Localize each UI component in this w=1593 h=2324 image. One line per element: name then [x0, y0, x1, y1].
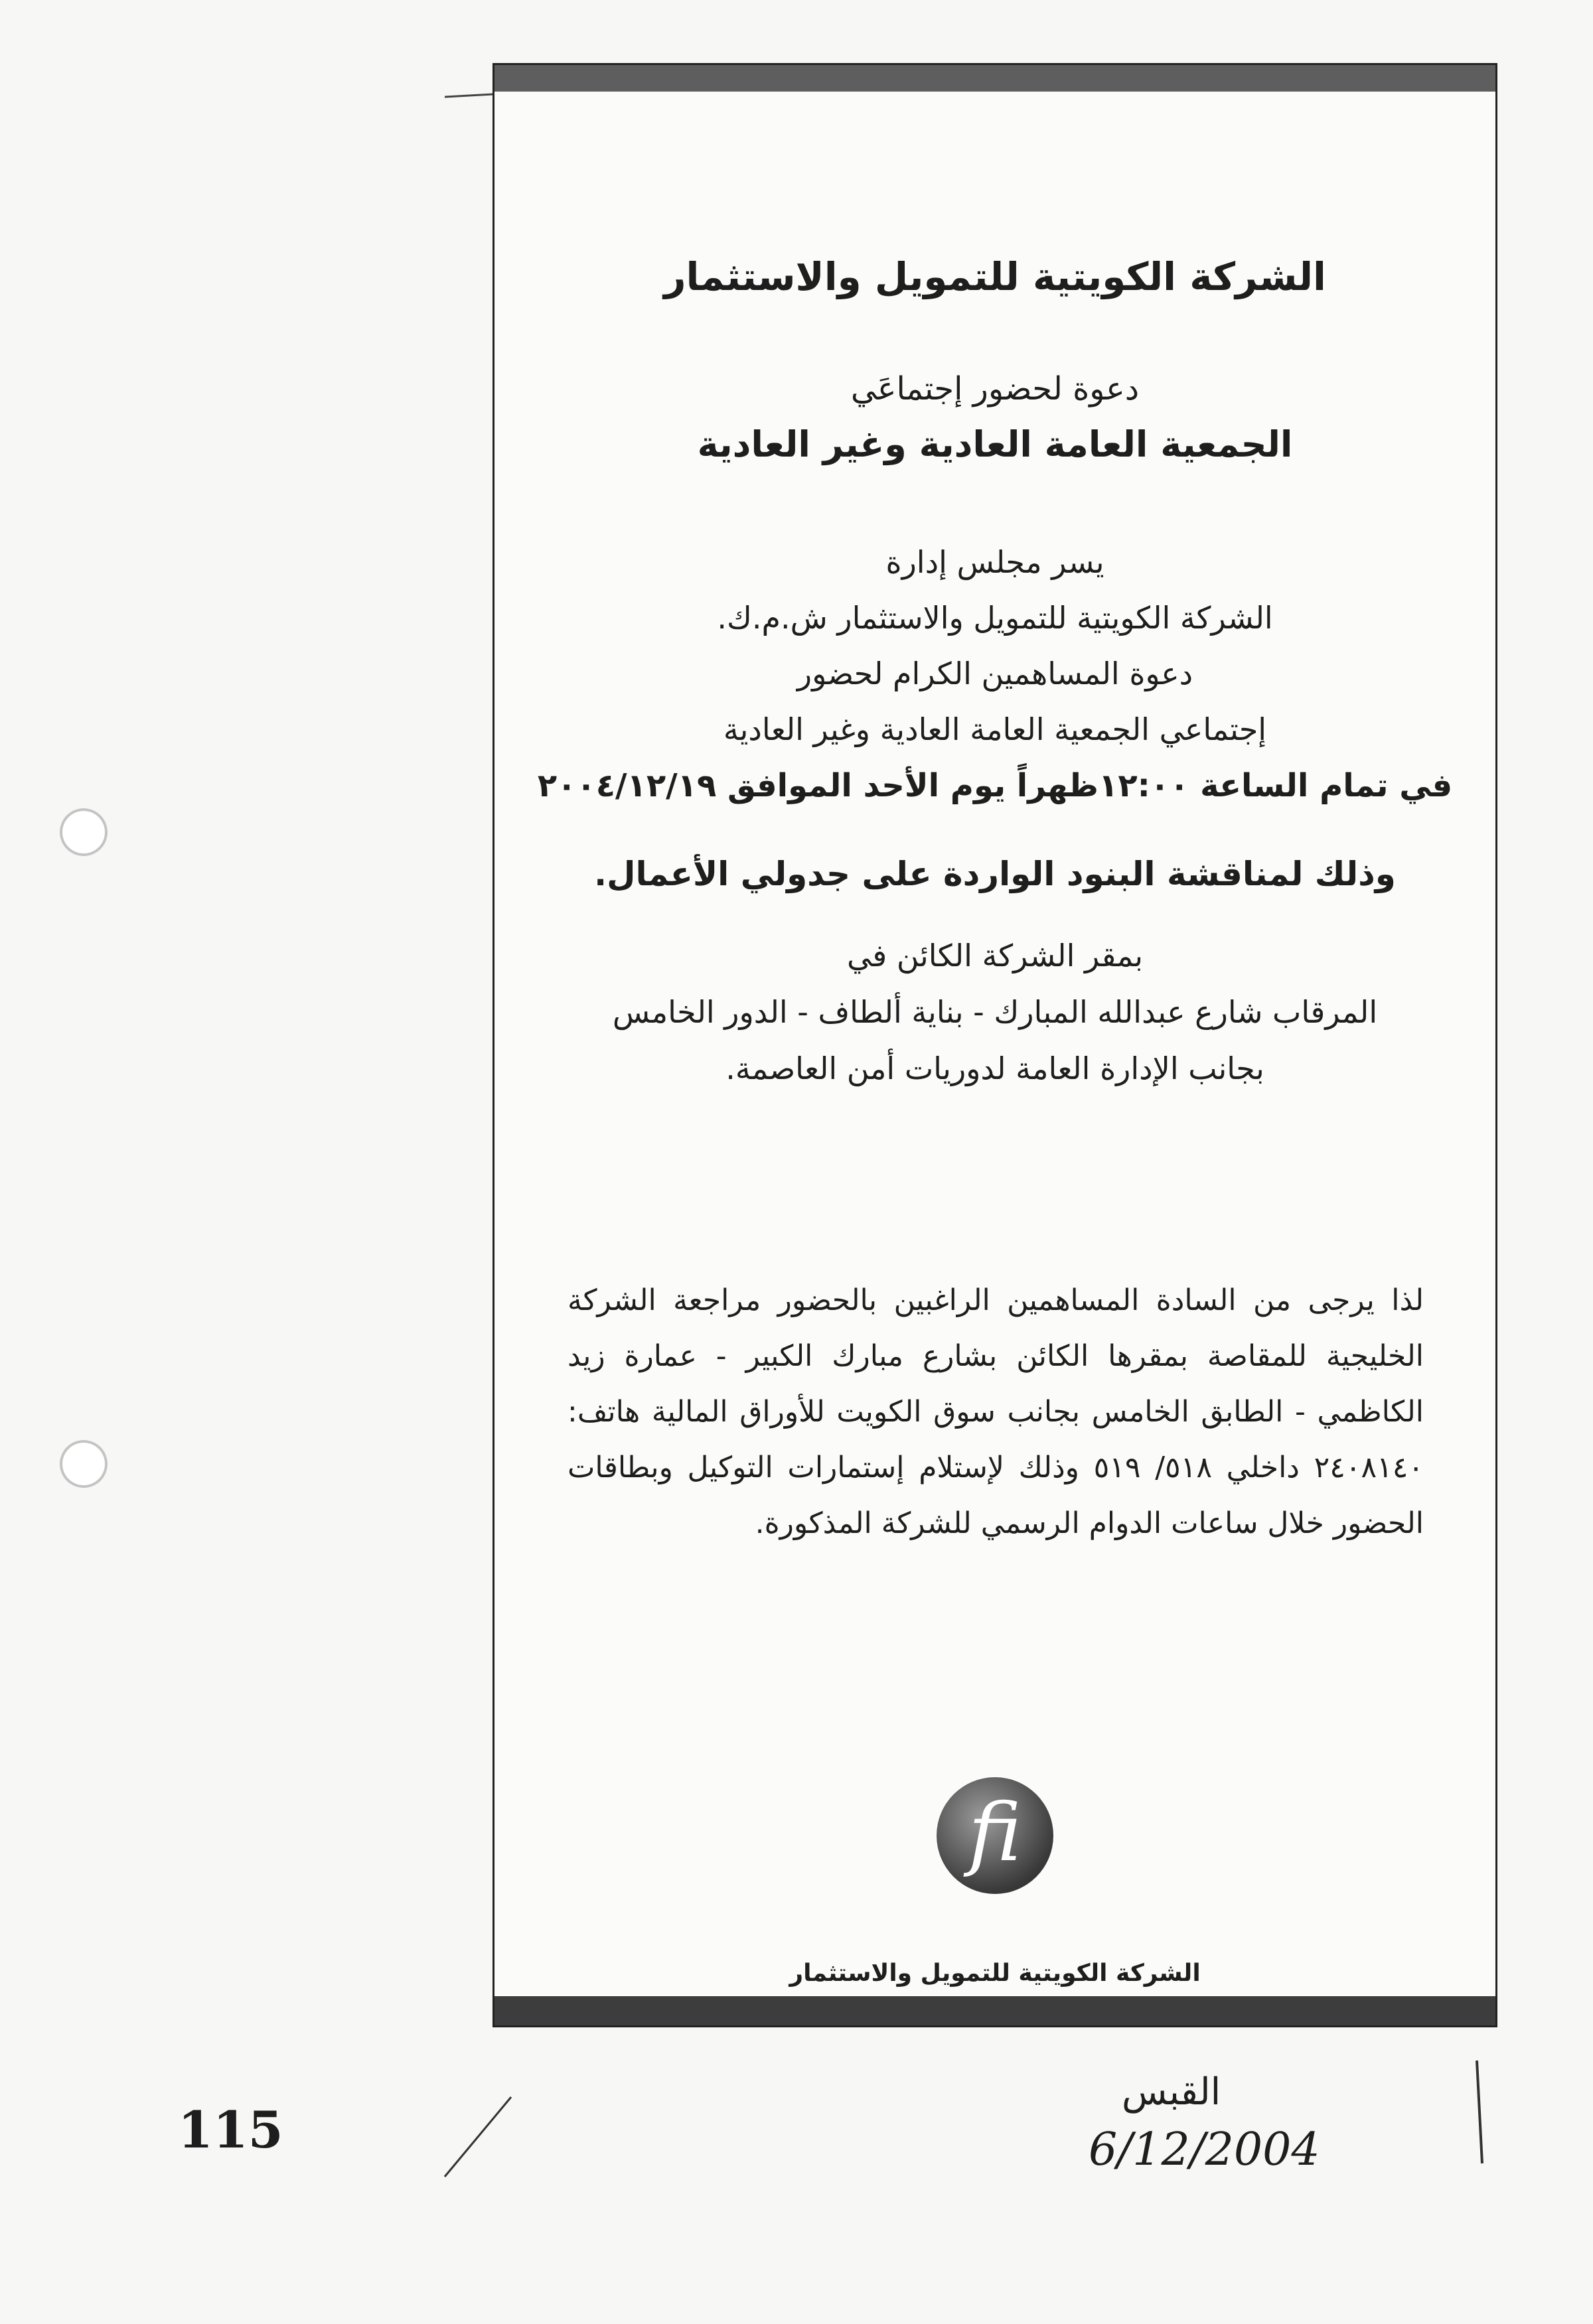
company-logo: [494, 1777, 1495, 1894]
meeting-name: الجمعية العامة العادية وغير العادية: [697, 423, 1293, 465]
page-number: 115: [178, 2100, 283, 2159]
punch-hole-top: [60, 808, 108, 856]
company-title: الشركة الكويتية للتمويل والاستثمار: [664, 254, 1326, 299]
pen-stroke-right: [1470, 2057, 1490, 2170]
venue-line: بجانب الإدارة العامة لدوريات أمن العاصمة.: [725, 1051, 1264, 1086]
body-line: يسر مجلس إدارة: [885, 544, 1104, 580]
newspaper-advertisement: [493, 63, 1497, 2027]
ad-top-border: [494, 65, 1495, 92]
body-line: إجتماعي الجمعية العامة العادية وغير العادية: [723, 711, 1267, 747]
pen-stroke-bottom: [438, 2090, 518, 2183]
ad-bottom-border: [494, 1996, 1495, 2025]
body-line: دعوة المساهمين الكرام لحضور: [796, 656, 1193, 691]
venue-line: بمقر الشركة الكائن في: [846, 938, 1144, 974]
publication-date: 6/12/2004: [1089, 2124, 1320, 2176]
venue-line: المرقاب شارع عبدالله المبارك - بناية ألطاف - الدور الخامس: [612, 994, 1378, 1030]
instructions-paragraph: لذا يرجى من السادة المساهمين الراغبين بالحضور مراجعة الشركة الخليجية للمقاصة بمقرها الكائن بشارع مبارك الكبير - عمارة زيد الكاظمي - الطابق الخامس بجانب سوق الكويت للأوراق المالية هاتف: ٢٤٠٨١٤٠ داخلي ٥١٨/ ٥١٩ وذلك لإستلام إستمارات التوكيل وبطاقات الحضور خلال ساعات الدوام الرسمي للشركة المذكورة.: [568, 1283, 1424, 1540]
logo-arabic-name: الشركة الكويتية للتمويل والاستثمار: [789, 1960, 1201, 1987]
invitation-label: دعوة لحضور إجتماعَي: [850, 370, 1140, 407]
meeting-date-time: في تمام الساعة ١٢:٠٠ظهراً يوم الأحد الموافق ٢٠٠٤/١٢/١٩: [537, 767, 1453, 804]
newspaper-name: القبس: [1122, 2070, 1221, 2114]
agenda-line: وذلك لمناقشة البنود الواردة على جدولي الأعمال.: [594, 855, 1396, 893]
body-line: الشركة الكويتية للتمويل والاستثمار ش.م.ك.: [717, 600, 1273, 636]
punch-hole-bottom: [60, 1440, 108, 1488]
fi-logo-icon: fi: [937, 1777, 1053, 1894]
